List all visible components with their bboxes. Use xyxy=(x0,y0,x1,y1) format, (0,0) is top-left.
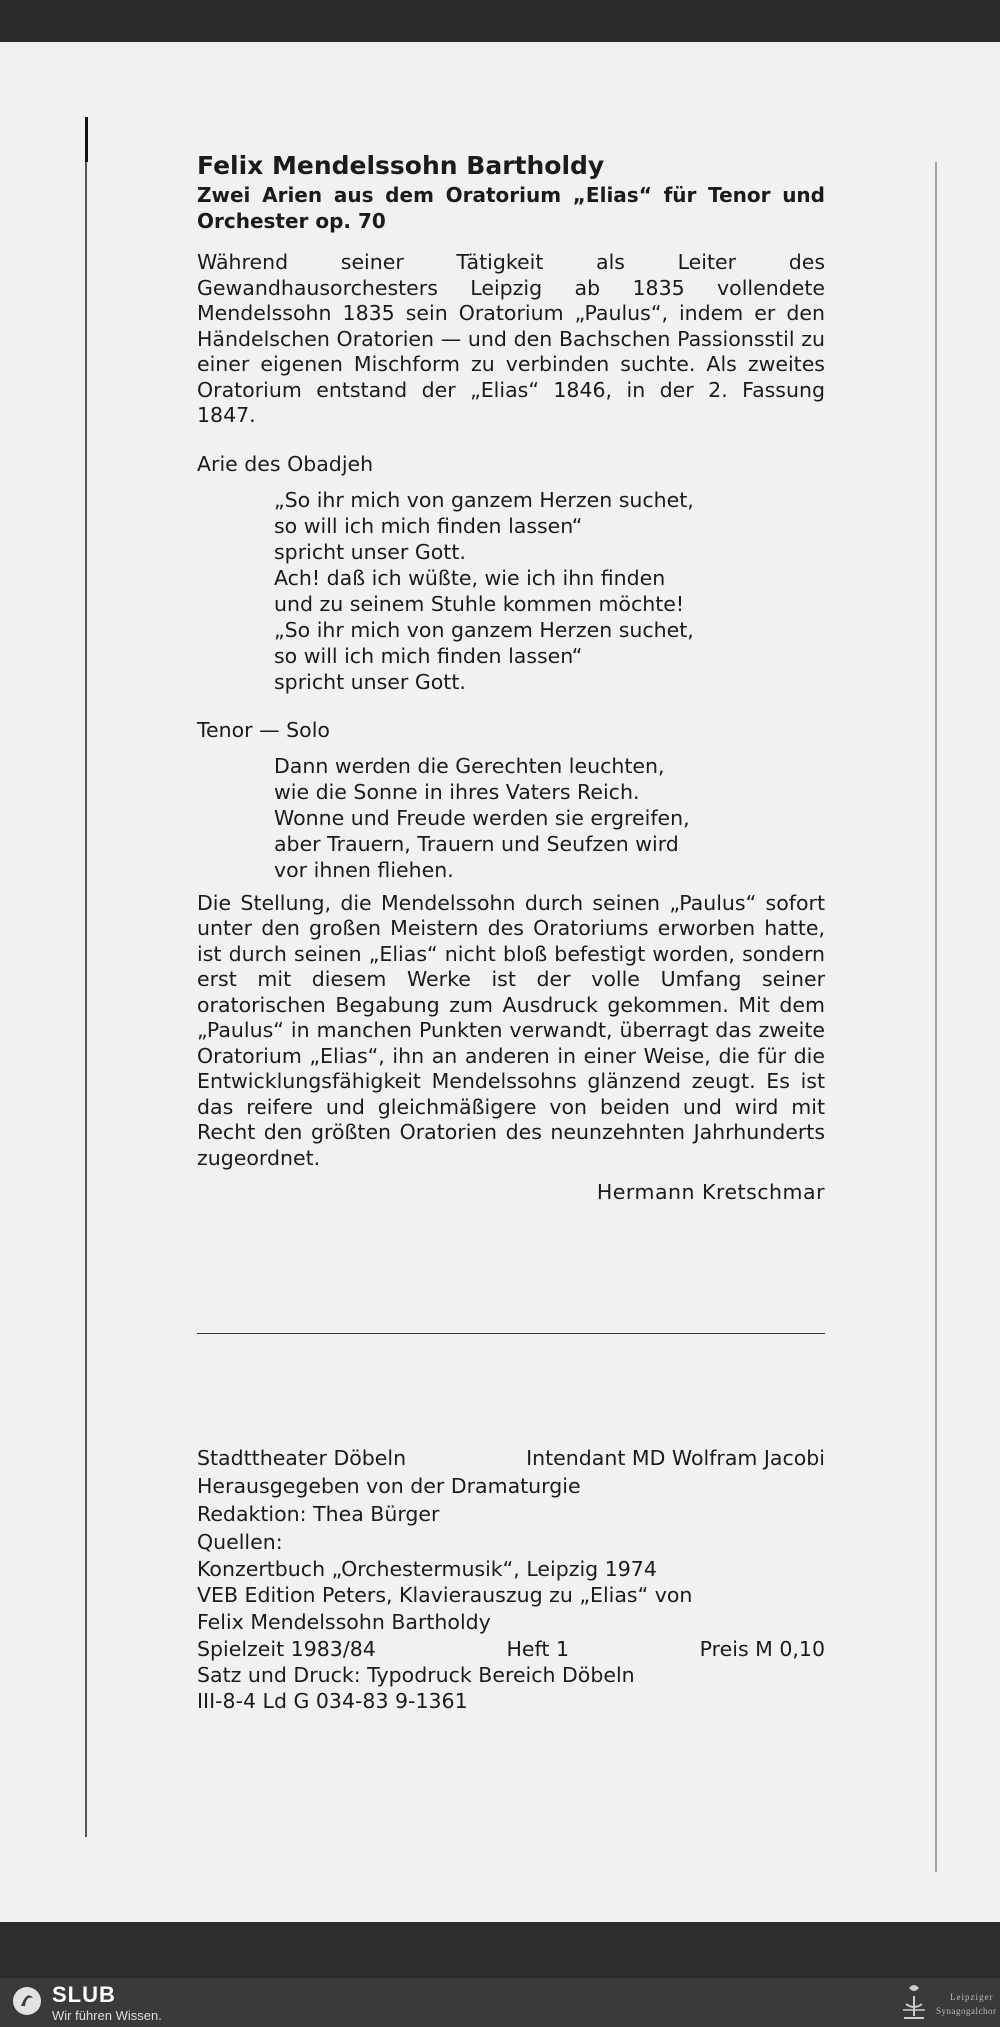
slub-name[interactable]: SLUB xyxy=(52,1982,116,2007)
publisher-line: Herausgegeben von der Dramaturgie xyxy=(197,1474,581,1498)
season-label: Spielzeit 1983/84 xyxy=(197,1637,376,1661)
verse-line: wie die Sonne in ihres Vaters Reich. xyxy=(274,779,640,804)
source-line: Felix Mendelssohn Bartholdy xyxy=(197,1610,491,1634)
slub-logo-icon[interactable] xyxy=(12,1986,42,2016)
synagogal-choir-logo-icon xyxy=(898,1980,930,2022)
left-margin-rule xyxy=(85,117,87,1837)
verse-line: spricht unser Gott. xyxy=(274,669,466,694)
source-line: Konzertbuch „Orchestermusik“, Leipzig 1974 xyxy=(197,1557,657,1581)
aria2-verse xyxy=(274,753,825,883)
partner-name-line1: Leipziger xyxy=(950,1992,994,2002)
intendant-name: Intendant MD Wolfram Jacobi xyxy=(526,1446,825,1470)
verse-line: aber Trauern, Trauern und Seufzen wird xyxy=(274,831,679,856)
essay-paragraph: Die Stellung, die Mendelssohn durch seinen „Paulus“ sofort unter den großen Meistern des Oratoriums erworben hatte, ist durch seinen „Elias“ nicht bloß befestigt worden, sondern erst mit diesem Werke ist der volle Umfang seiner oratorischen Begabung zum Ausdruck gekommen. Mit dem „Paulus“ in manchen Punkten verwandt, überragt das zweite Oratorium „Elias“, ihn an anderen in einer Weise, die für die Entwicklungsfähigkeit Mendelssohns glänzend zeugt. Es ist das reifere und gleichmäßigere von beiden und wird mit Recht den größten Oratorien des neunzehnten Jahrhunderts zugeordnet. xyxy=(197,890,825,1170)
verse-line: „So ihr mich von ganzem Herzen suchet, xyxy=(274,617,694,642)
right-fold-line xyxy=(935,162,937,1872)
verse-line: Dann werden die Gerechten leuchten, xyxy=(274,753,665,778)
aria2-label: Tenor — Solo xyxy=(197,717,330,742)
verse-line: Ach! daß ich wüßte, wie ich ihn finden xyxy=(274,565,666,590)
aria1-verse xyxy=(274,487,825,695)
license-line: III-8-4 Ld G 034-83 9-1361 xyxy=(197,1689,468,1713)
left-margin-rule-top xyxy=(85,117,88,162)
aria1-label: Arie des Obadjeh xyxy=(197,451,374,476)
page-title: Felix Mendelssohn Bartholdy xyxy=(197,151,605,180)
imprint-block xyxy=(197,1444,825,1714)
editor-line: Redaktion: Thea Bürger xyxy=(197,1502,440,1526)
verse-line: spricht unser Gott. xyxy=(274,539,466,564)
page-subtitle: Zwei Arien aus dem Oratorium „Elias“ für Tenor und Orchester op. 70 xyxy=(197,183,825,233)
price-label: Preis M 0,10 xyxy=(699,1637,825,1661)
source-line: VEB Edition Peters, Klavierauszug zu „Elias“ von xyxy=(197,1583,693,1607)
top-scan-border xyxy=(0,0,1000,42)
partner-name-line2: Synagogalchor xyxy=(936,2006,997,2016)
program-text xyxy=(197,150,825,1714)
issue-label: Heft 1 xyxy=(506,1637,569,1661)
imprint-theater-row xyxy=(197,1444,825,1472)
slub-tagline: Wir führen Wissen. xyxy=(52,2008,162,2023)
section-divider xyxy=(197,1333,825,1334)
verse-line: so will ich mich finden lassen“ xyxy=(274,643,583,668)
imprint-season-row xyxy=(197,1636,825,1662)
intro-paragraph: Während seiner Tätigkeit als Leiter des Gewandhausorchesters Leipzig ab 1835 vollendete Mendelssohn 1835 sein Oratorium „Paulus“, indem er den Händelschen Oratorien — und den Bachschen Passionsstil zu einer eigenen Mischform zu verbinden suchte. Als zweites Oratorium entstand der „Elias“ 1846, in der 2. Fassung 1847. xyxy=(197,250,825,427)
verse-line: und zu seinem Stuhle kommen möchte! xyxy=(274,591,685,616)
verse-line: so will ich mich finden lassen“ xyxy=(274,513,583,538)
essay-author: Hermann Kretschmar xyxy=(596,1180,825,1204)
theater-name: Stadttheater Döbeln xyxy=(197,1446,407,1470)
verse-line: „So ihr mich von ganzem Herzen suchet, xyxy=(274,487,694,512)
verse-line: Wonne und Freude werden sie ergreifen, xyxy=(274,805,690,830)
sources-label: Quellen: xyxy=(197,1530,283,1554)
verse-line: vor ihnen fliehen. xyxy=(274,857,454,882)
printer-line: Satz und Druck: Typodruck Bereich Döbeln xyxy=(197,1663,635,1687)
